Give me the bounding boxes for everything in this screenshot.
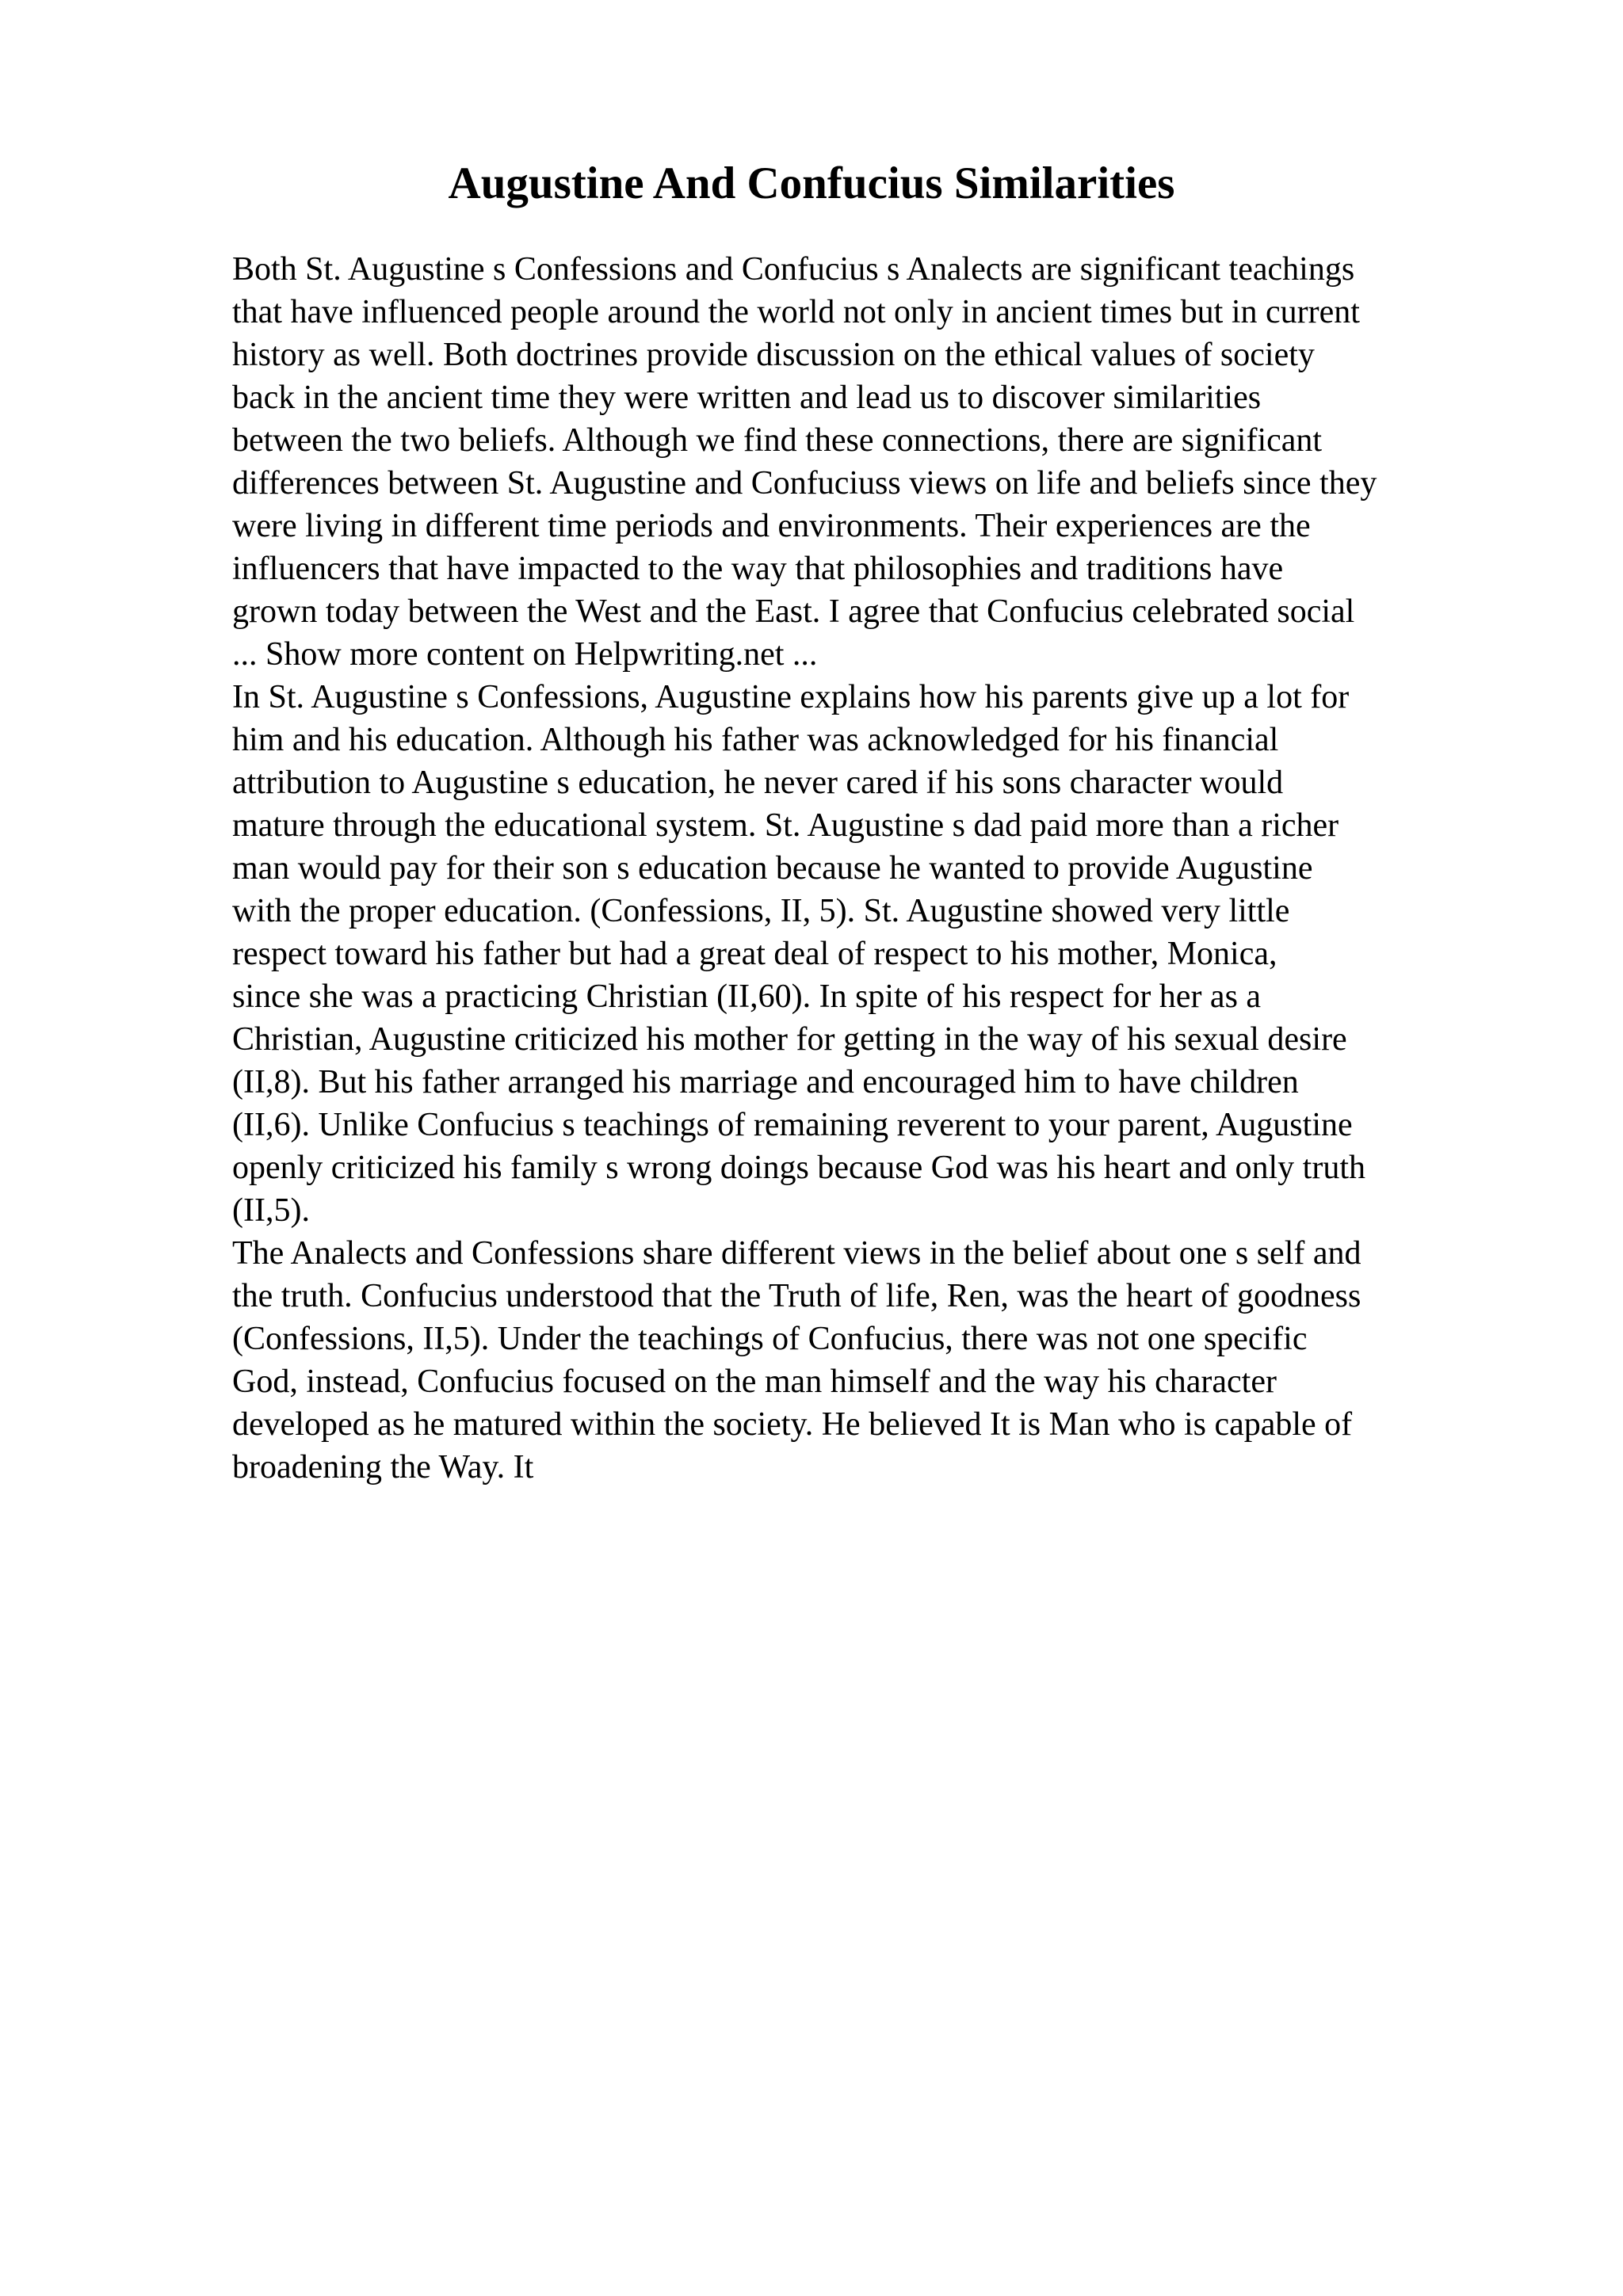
body-line: the truth. Confucius understood that the Truth of life, Ren, was the heart of goodness bbox=[232, 1278, 1361, 1314]
body-line: openly criticized his family s wrong doings because God was his heart and only truth bbox=[232, 1150, 1366, 1186]
body-line: mature through the educational system. St. Augustine s dad paid more than a richer bbox=[232, 807, 1339, 844]
body-line: (II,6). Unlike Confucius s teachings of remaining reverent to your parent, Augustine bbox=[232, 1107, 1353, 1143]
body-line: attribution to Augustine s education, he never cared if his sons character would bbox=[232, 765, 1284, 801]
body-line: God, instead, Confucius focused on the man himself and the way his character bbox=[232, 1363, 1277, 1400]
body-line: broadening the Way. It bbox=[232, 1449, 534, 1486]
body-line: man would pay for their son s education because he wanted to provide Augustine bbox=[232, 850, 1313, 887]
document-title: Augustine And Confucius Similarities bbox=[448, 158, 1175, 208]
body-line: (II,8). But his father arranged his marriage and encouraged him to have children bbox=[232, 1064, 1299, 1100]
body-line: respect toward his father but had a great deal of respect to his mother, Monica, bbox=[232, 936, 1277, 972]
body-line: that have influenced people around the world not only in ancient times but in current bbox=[232, 294, 1360, 330]
body-line: were living in different time periods and environments. Their experiences are the bbox=[232, 508, 1311, 544]
body-line: developed as he matured within the society. He believed It is Man who is capable of bbox=[232, 1406, 1353, 1443]
body-line: with the proper education. (Confessions, II, 5). St. Augustine showed very little bbox=[232, 893, 1290, 929]
body-line: back in the ancient time they were written and lead us to discover similarities bbox=[232, 379, 1262, 416]
show-more-line: ... Show more content on Helpwriting.net ... bbox=[232, 636, 818, 673]
body-line: between the two beliefs. Although we find these connections, there are significant bbox=[232, 422, 1323, 459]
body-line: Christian, Augustine criticized his mother for getting in the way of his sexual desire bbox=[232, 1021, 1347, 1058]
body-line: The Analects and Confessions share different views in the belief about one s self and bbox=[232, 1235, 1361, 1272]
body-line: Both St. Augustine s Confessions and Confucius s Analects are significant teachings bbox=[232, 251, 1355, 288]
body-line: history as well. Both doctrines provide discussion on the ethical values of society bbox=[232, 337, 1315, 373]
body-line: influencers that have impacted to the way that philosophies and traditions have bbox=[232, 551, 1284, 587]
body-line: since she was a practicing Christian (II,60). In spite of his respect for her as a bbox=[232, 978, 1262, 1015]
body-line: (II,5). bbox=[232, 1192, 310, 1229]
body-line: him and his education. Although his father was acknowledged for his financial bbox=[232, 722, 1279, 758]
body-line: In St. Augustine s Confessions, Augustine explains how his parents give up a lot for bbox=[232, 679, 1350, 715]
body-line: grown today between the West and the East. I agree that Confucius celebrated social bbox=[232, 593, 1355, 630]
body-line: (Confessions, II,5). Under the teachings of Confucius, there was not one specific bbox=[232, 1321, 1308, 1357]
document-body bbox=[232, 248, 1516, 1489]
body-line: differences between St. Augustine and Confuciuss views on life and beliefs since they bbox=[232, 465, 1377, 502]
